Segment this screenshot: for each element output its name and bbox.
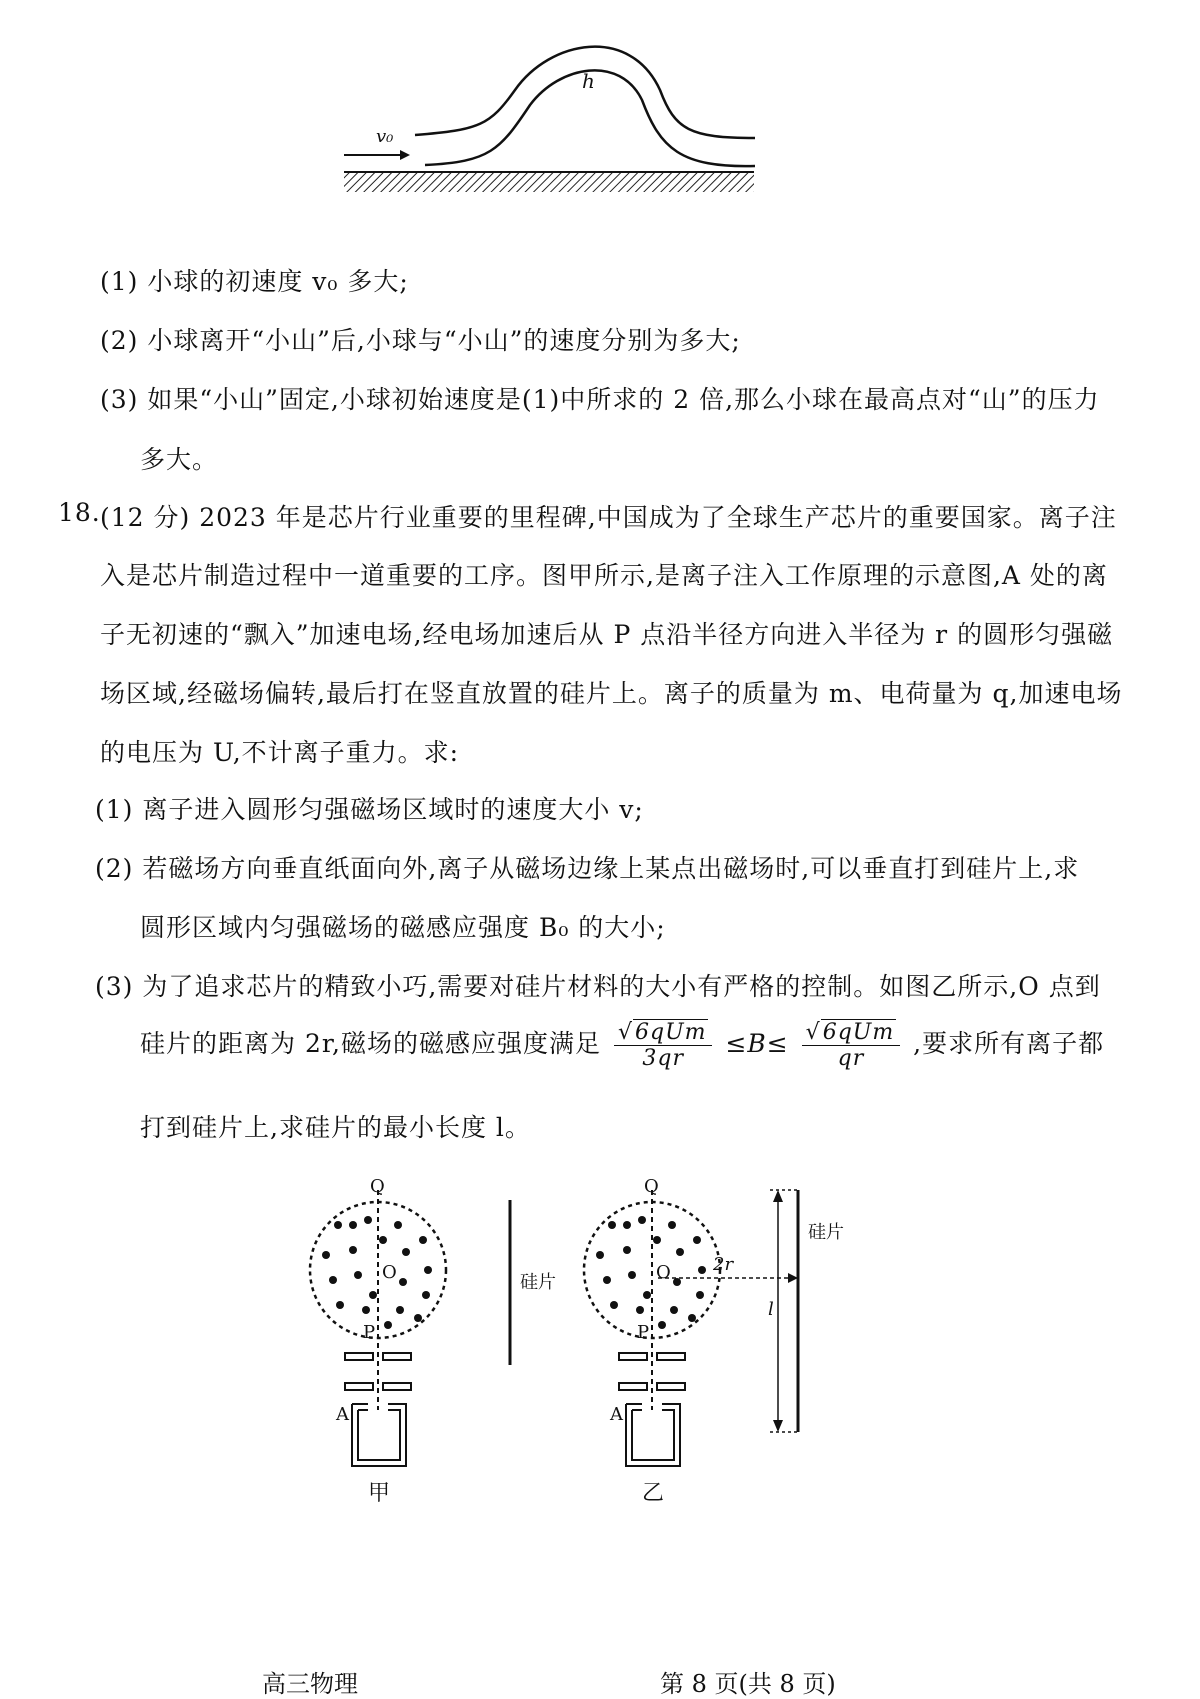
wafer-label-right: 硅片 — [808, 1222, 844, 1243]
field-dot — [608, 1221, 616, 1229]
field-dot — [364, 1216, 372, 1224]
footer-right: 第 8 页(共 8 页) — [660, 1670, 836, 1698]
q17-part-2: (2) 小球离开“小山”后,小球与“小山”的速度分别为多大; — [100, 326, 741, 355]
q18-stem-4: 场区域,经磁场偏转,最后打在竖直放置的硅片上。离子的质量为 m、电荷量为 q,加速电场 — [100, 679, 1123, 708]
q18-part-3-line-1: (3) 为了追求芯片的精致小巧,需要对硅片材料的大小有严格的控制。如图乙所示,O 点到 — [95, 972, 1101, 1001]
plate-upper-left-b — [383, 1353, 411, 1360]
q18-part-2-line-2: 圆形区域内匀强磁场的磁感应强度 B₀ 的大小; — [140, 913, 666, 942]
q18-part-3-line-2-post: ,要求所有离子都 — [913, 1029, 1105, 1058]
inequality-middle: ≤B≤ — [725, 1029, 789, 1058]
label-A-right: A — [610, 1404, 623, 1425]
frac2-denominator: qr — [837, 1046, 865, 1071]
field-dot — [628, 1271, 636, 1279]
field-dot — [349, 1246, 357, 1254]
field-dot — [322, 1251, 330, 1259]
field-dot — [396, 1306, 404, 1314]
plate-upper-left-a — [345, 1353, 373, 1360]
field-dot — [394, 1221, 402, 1229]
label-P-right: P — [637, 1322, 650, 1343]
field-dot — [693, 1236, 701, 1244]
v0-label: v₀ — [376, 126, 394, 147]
frac1-numerator: 6qUm — [635, 1020, 707, 1045]
q18-part-1: (1) 离子进入圆形匀强磁场区域时的速度大小 v; — [95, 795, 644, 824]
q17-part-3: (3) 如果“小山”固定,小球初始速度是(1)中所求的 2 倍,那么小球在最高点对“山”的压力 — [100, 385, 1100, 414]
q18-part-2-line-1: (2) 若磁场方向垂直纸面向外,离子从磁场边缘上某点出磁场时,可以垂直打到硅片上,求 — [95, 854, 1080, 883]
fraction-upper-bound: $\frac{\text{√6qUm}}{qr}$ — [802, 1020, 901, 1071]
q18-part-3-line-2-pre: 硅片的距离为 2r,磁场的磁感应强度满足 — [140, 1029, 602, 1058]
field-dot — [638, 1216, 646, 1224]
field-dot — [349, 1221, 357, 1229]
field-dot — [668, 1221, 676, 1229]
label-Q-left: Q — [370, 1176, 385, 1197]
field-dot — [636, 1306, 644, 1314]
label-2r: 2r — [713, 1254, 734, 1275]
field-dot — [354, 1271, 362, 1279]
field-dot — [688, 1314, 696, 1322]
field-dot — [399, 1278, 407, 1286]
ion-source-right — [632, 1410, 674, 1460]
field-dot — [369, 1291, 377, 1299]
plate-lower-left-a — [345, 1383, 373, 1390]
field-dot — [334, 1221, 342, 1229]
field-dot — [643, 1291, 651, 1299]
field-dot — [670, 1306, 678, 1314]
ion-implantation-figures — [300, 1170, 900, 1550]
h-label: h — [582, 69, 595, 93]
hill-track-figure — [330, 30, 770, 205]
field-dot — [603, 1276, 611, 1284]
field-dot — [402, 1248, 410, 1256]
field-dot — [676, 1248, 684, 1256]
q18-stem-5: 的电压为 U,不计离子重力。求: — [100, 738, 460, 767]
label-l: l — [768, 1299, 774, 1320]
field-dot — [658, 1321, 666, 1329]
label-Q-right: Q — [644, 1176, 659, 1197]
field-dot — [424, 1266, 432, 1274]
plate-lower-left-b — [383, 1383, 411, 1390]
field-dot — [362, 1306, 370, 1314]
field-dot — [698, 1266, 706, 1274]
label-A-left: A — [336, 1404, 349, 1425]
field-dot — [623, 1221, 631, 1229]
field-dot — [422, 1291, 430, 1299]
footer-left: 高三物理 — [262, 1670, 358, 1698]
field-dot — [610, 1301, 618, 1309]
caption-yi: 乙 — [642, 1481, 665, 1506]
field-dot — [419, 1236, 427, 1244]
field-dot — [414, 1314, 422, 1322]
q18-number: 18. — [58, 498, 101, 527]
fraction-lower-bound: $\frac{\text{√6qUm}}{3qr}$ — [614, 1020, 713, 1071]
frac2-numerator: 6qUm — [822, 1020, 895, 1045]
label-P-left: P — [363, 1322, 376, 1343]
q18-part-3-line-2 — [140, 1020, 1104, 1071]
frac1-denominator: 3qr — [642, 1046, 685, 1071]
field-dot — [379, 1236, 387, 1244]
q18-stem-2: 入是芯片制造过程中一道重要的工序。图甲所示,是离子注入工作原理的示意图,A 处的离 — [100, 561, 1108, 590]
label-O-left: O — [382, 1262, 397, 1283]
field-dot — [384, 1321, 392, 1329]
wafer-label-left: 硅片 — [520, 1272, 556, 1293]
field-dot — [623, 1246, 631, 1254]
field-dot — [329, 1276, 337, 1284]
q17-part-3-cont: 多大。 — [140, 445, 219, 474]
ion-source-left — [358, 1410, 400, 1460]
q17-part-1: (1) 小球的初速度 v₀ 多大; — [100, 267, 409, 296]
field-dot — [336, 1301, 344, 1309]
field-dot — [596, 1251, 604, 1259]
caption-jia: 甲 — [368, 1481, 391, 1506]
q18-part-3-line-3: 打到硅片上,求硅片的最小长度 l。 — [140, 1113, 531, 1142]
field-dot — [653, 1236, 661, 1244]
field-dot — [696, 1291, 704, 1299]
ground-hatch — [344, 172, 754, 192]
label-O-right: O — [656, 1262, 671, 1283]
q18-stem-3: 子无初速的“飘入”加速电场,经电场加速后从 P 点沿半径方向进入半径为 r 的圆形匀强磁 — [100, 620, 1114, 649]
q18-stem-1: (12 分) 2023 年是芯片行业重要的里程碑,中国成为了全球生产芯片的重要国家。离子注 — [100, 503, 1117, 532]
field-dot — [673, 1278, 681, 1286]
